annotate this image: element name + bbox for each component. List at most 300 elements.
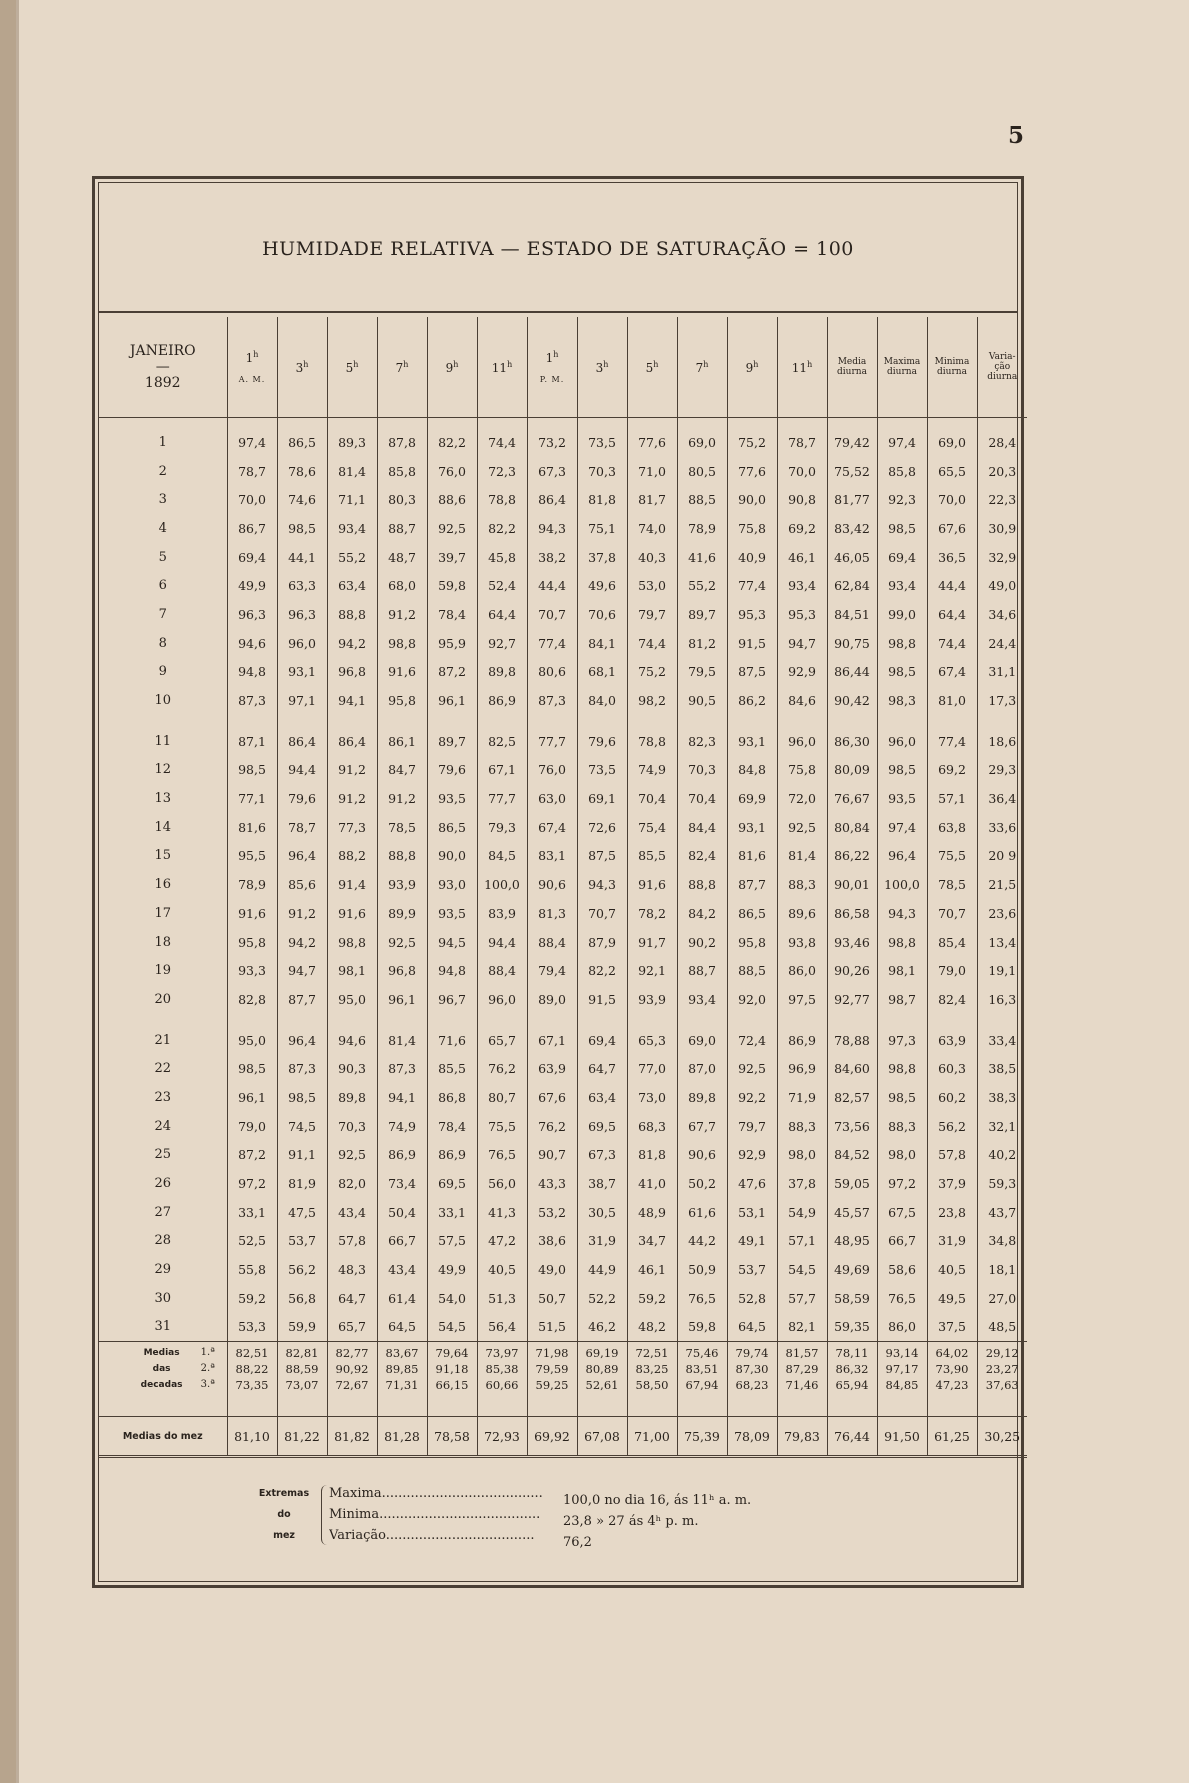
value-cell: 76,0 bbox=[427, 457, 477, 486]
value-cell: 81,4 bbox=[377, 1026, 427, 1055]
stat-header-line: Maxima bbox=[883, 357, 921, 367]
value-cell: 95,9 bbox=[427, 629, 477, 658]
value-cell: 91,6 bbox=[327, 899, 377, 928]
day-cell: 9 bbox=[158, 664, 167, 680]
value-cell: 56,8 bbox=[277, 1284, 327, 1313]
value-cell: 86,58 bbox=[827, 899, 877, 928]
value-cell: 91,4 bbox=[327, 870, 377, 899]
value-cell: 63,0 bbox=[527, 784, 577, 813]
spacer-cell bbox=[627, 1396, 677, 1417]
value-cell: 47,5 bbox=[277, 1198, 327, 1227]
value-cell: 92,5 bbox=[377, 928, 427, 957]
value-cell: 89,0 bbox=[527, 985, 577, 1014]
value-cell: 74,4 bbox=[627, 629, 677, 658]
value-cell: 70,6 bbox=[577, 600, 627, 629]
value-cell: 78,5 bbox=[927, 870, 977, 899]
value-cell: 59,8 bbox=[427, 571, 477, 600]
value-cell: 99,0 bbox=[877, 600, 927, 629]
value-cell: 31,9 bbox=[577, 1227, 627, 1256]
page-title: HUMIDADE RELATIVA — ESTADO DE SATURAÇÃO = 100 bbox=[262, 238, 854, 260]
value-cell: 96,0 bbox=[877, 727, 927, 756]
hour-header bbox=[427, 317, 477, 418]
value-cell: 59,2 bbox=[627, 1284, 677, 1313]
table-row bbox=[99, 1054, 1027, 1083]
value-cell: 81,2 bbox=[677, 629, 727, 658]
stat-header bbox=[827, 317, 877, 418]
page-edge bbox=[0, 0, 16, 1783]
value-cell: 98,5 bbox=[877, 514, 927, 543]
spacer-cell bbox=[377, 1396, 427, 1417]
value-cell: 93,1 bbox=[727, 813, 777, 842]
value-cell: 64,5 bbox=[727, 1313, 777, 1342]
decade-mean-value: 72,67 bbox=[335, 1378, 369, 1393]
value-cell: 57,1 bbox=[927, 784, 977, 813]
value-cell: 69,0 bbox=[677, 1026, 727, 1055]
value-cell: 73,2 bbox=[527, 418, 577, 457]
value-cell: 90,3 bbox=[327, 1054, 377, 1083]
value-cell: 94,2 bbox=[327, 629, 377, 658]
gap-cell bbox=[827, 1014, 877, 1026]
value-cell: 91,7 bbox=[627, 928, 677, 957]
value-cell: 85,4 bbox=[927, 928, 977, 957]
value-cell: 78,9 bbox=[227, 870, 277, 899]
decade-mean-value: 73,90 bbox=[935, 1362, 969, 1377]
decade-label-line bbox=[115, 1377, 227, 1393]
value-cell: 57,7 bbox=[777, 1284, 827, 1313]
hour-suffix: h bbox=[703, 359, 709, 369]
value-cell: 82,8 bbox=[227, 985, 277, 1014]
value-cell: 66,7 bbox=[377, 1227, 427, 1256]
value-cell: 91,5 bbox=[577, 985, 627, 1014]
decade-mean-value: 71,46 bbox=[785, 1378, 819, 1393]
stat-header-line: Media bbox=[837, 357, 867, 367]
value-cell: 40,5 bbox=[927, 1255, 977, 1284]
value-cell: 92,5 bbox=[427, 514, 477, 543]
decade-means-cell bbox=[427, 1342, 477, 1397]
value-cell: 91,6 bbox=[227, 899, 277, 928]
spacer-cell bbox=[327, 1396, 377, 1417]
value-cell: 49,9 bbox=[227, 571, 277, 600]
value-cell: 69,2 bbox=[927, 756, 977, 785]
stat-header-line: Minima bbox=[934, 357, 970, 367]
value-cell: 79,0 bbox=[927, 956, 977, 985]
decade-mean-value: 71,98 bbox=[535, 1346, 569, 1361]
day-cell: 2 bbox=[158, 463, 167, 479]
value-cell: 52,8 bbox=[727, 1284, 777, 1313]
value-cell: 38,6 bbox=[527, 1227, 577, 1256]
header-row bbox=[99, 317, 1027, 418]
value-cell: 90,8 bbox=[777, 485, 827, 514]
value-cell: 96,3 bbox=[227, 600, 277, 629]
day-cell: 28 bbox=[154, 1233, 172, 1249]
value-cell: 62,84 bbox=[827, 571, 877, 600]
decade-means-cell bbox=[627, 1342, 677, 1397]
value-cell: 92,9 bbox=[727, 1141, 777, 1170]
day-cell: 24 bbox=[154, 1118, 172, 1134]
value-cell: 64,4 bbox=[477, 600, 527, 629]
value-cell: 80,7 bbox=[477, 1083, 527, 1112]
decade-mean-value: 68,23 bbox=[735, 1378, 769, 1393]
value-cell: 40,9 bbox=[727, 543, 777, 572]
day-cell: 27 bbox=[154, 1204, 172, 1220]
value-cell: 87,5 bbox=[727, 658, 777, 687]
value-cell: 51,3 bbox=[477, 1284, 527, 1313]
value-cell: 93,5 bbox=[877, 784, 927, 813]
value-cell: 29,3 bbox=[977, 756, 1027, 785]
value-cell: 86,30 bbox=[827, 727, 877, 756]
value-cell: 67,5 bbox=[877, 1198, 927, 1227]
value-cell: 84,52 bbox=[827, 1141, 877, 1170]
value-cell: 96,0 bbox=[777, 727, 827, 756]
value-cell: 95,8 bbox=[727, 928, 777, 957]
value-cell: 98,3 bbox=[877, 686, 927, 715]
value-cell: 85,5 bbox=[627, 842, 677, 871]
value-cell: 64,7 bbox=[577, 1054, 627, 1083]
value-cell: 17,3 bbox=[977, 686, 1027, 715]
hour-number: 9 bbox=[445, 360, 454, 375]
value-cell: 74,4 bbox=[927, 629, 977, 658]
value-cell: 93,8 bbox=[777, 928, 827, 957]
hour-header bbox=[627, 317, 677, 418]
value-cell: 93,4 bbox=[877, 571, 927, 600]
value-cell: 43,7 bbox=[977, 1198, 1027, 1227]
value-cell: 69,2 bbox=[777, 514, 827, 543]
value-cell: 87,3 bbox=[377, 1054, 427, 1083]
value-cell: 79,6 bbox=[277, 784, 327, 813]
hour-header bbox=[577, 317, 627, 418]
hour-header bbox=[477, 317, 527, 418]
spacer-cell bbox=[777, 1396, 827, 1417]
value-cell: 84,60 bbox=[827, 1054, 877, 1083]
value-cell: 49,6 bbox=[577, 571, 627, 600]
value-cell: 67,1 bbox=[477, 756, 527, 785]
decade-label-line bbox=[115, 1345, 227, 1361]
value-cell: 84,2 bbox=[677, 899, 727, 928]
value-cell: 84,0 bbox=[577, 686, 627, 715]
hour-suffix: h bbox=[353, 359, 359, 369]
table-row bbox=[99, 1227, 1027, 1256]
gap-cell bbox=[277, 1014, 327, 1026]
value-cell: 67,6 bbox=[527, 1083, 577, 1112]
gap-cell bbox=[227, 715, 277, 727]
value-cell: 69,0 bbox=[927, 418, 977, 457]
value-cell: 44,9 bbox=[577, 1255, 627, 1284]
decade-means-cell bbox=[227, 1342, 277, 1397]
extremes-label-line: mez bbox=[273, 1530, 295, 1541]
value-cell: 71,6 bbox=[427, 1026, 477, 1055]
day-cell: 21 bbox=[154, 1032, 172, 1048]
table-row bbox=[99, 514, 1027, 543]
value-cell: 84,1 bbox=[577, 629, 627, 658]
value-cell: 86,2 bbox=[727, 686, 777, 715]
gap-cell bbox=[777, 1014, 827, 1026]
value-cell: 75,2 bbox=[727, 418, 777, 457]
value-cell: 77,6 bbox=[627, 418, 677, 457]
extreme-max-row bbox=[329, 1483, 829, 1508]
stat-header-line: diurna bbox=[837, 367, 867, 377]
value-cell: 49,69 bbox=[827, 1255, 877, 1284]
value-cell: 95,5 bbox=[227, 842, 277, 871]
value-cell: 94,3 bbox=[577, 870, 627, 899]
hour-number: 9 bbox=[745, 360, 754, 375]
decade-mean-value: 83,25 bbox=[635, 1362, 669, 1377]
value-cell: 70,4 bbox=[677, 784, 727, 813]
value-cell: 37,5 bbox=[927, 1313, 977, 1342]
day-cell: 12 bbox=[154, 762, 172, 778]
table-row bbox=[99, 571, 1027, 600]
value-cell: 31,1 bbox=[977, 658, 1027, 687]
value-cell: 38,2 bbox=[527, 543, 577, 572]
extremes-brace bbox=[321, 1485, 328, 1545]
table-row bbox=[99, 418, 1027, 457]
decade-mean-value: 85,38 bbox=[485, 1362, 519, 1377]
day-cell: 1 bbox=[158, 434, 167, 450]
value-cell: 97,4 bbox=[877, 418, 927, 457]
extreme-name: Minima....................................... bbox=[329, 1507, 541, 1522]
value-cell: 90,42 bbox=[827, 686, 877, 715]
decade-mean-value: 71,31 bbox=[385, 1378, 419, 1393]
decade-mean-value: 89,85 bbox=[385, 1362, 419, 1377]
value-cell: 77,1 bbox=[227, 784, 277, 813]
extreme-value: 23,8 » 27 ás 4ʰ p. m. bbox=[563, 1514, 699, 1529]
value-cell: 98,8 bbox=[377, 629, 427, 658]
value-cell: 94,5 bbox=[427, 928, 477, 957]
decade-mean-value: 83,51 bbox=[685, 1362, 719, 1377]
value-cell: 80,3 bbox=[377, 485, 427, 514]
value-cell: 32,9 bbox=[977, 543, 1027, 572]
value-cell: 79,42 bbox=[827, 418, 877, 457]
value-cell: 70,4 bbox=[627, 784, 677, 813]
value-cell: 78,8 bbox=[477, 485, 527, 514]
value-cell: 79,0 bbox=[227, 1112, 277, 1141]
value-cell: 84,5 bbox=[477, 842, 527, 871]
day-cell: 19 bbox=[154, 963, 172, 979]
decade-ordinal: 2.ª bbox=[200, 1363, 215, 1375]
value-cell: 34,6 bbox=[977, 600, 1027, 629]
hour-number: 5 bbox=[345, 360, 354, 375]
value-cell: 86,5 bbox=[727, 899, 777, 928]
value-cell: 92,0 bbox=[727, 985, 777, 1014]
value-cell: 69,5 bbox=[427, 1169, 477, 1198]
table-row bbox=[99, 457, 1027, 486]
value-cell: 82,1 bbox=[777, 1313, 827, 1342]
decade-means-cell bbox=[977, 1342, 1027, 1397]
value-cell: 44,2 bbox=[677, 1227, 727, 1256]
value-cell: 88,5 bbox=[677, 485, 727, 514]
decade-means-cell bbox=[727, 1342, 777, 1397]
value-cell: 93,3 bbox=[227, 956, 277, 985]
table-row bbox=[99, 629, 1027, 658]
value-cell: 85,8 bbox=[877, 457, 927, 486]
value-cell: 33,1 bbox=[227, 1198, 277, 1227]
value-cell: 59,35 bbox=[827, 1313, 877, 1342]
decade-mean-value: 52,61 bbox=[585, 1378, 619, 1393]
value-cell: 52,5 bbox=[227, 1227, 277, 1256]
value-cell: 79,7 bbox=[727, 1112, 777, 1141]
value-cell: 87,3 bbox=[227, 686, 277, 715]
value-cell: 44,4 bbox=[527, 571, 577, 600]
value-cell: 23,6 bbox=[977, 899, 1027, 928]
value-cell: 75,5 bbox=[477, 1112, 527, 1141]
value-cell: 20 9 bbox=[977, 842, 1027, 871]
value-cell: 76,67 bbox=[827, 784, 877, 813]
value-cell: 82,2 bbox=[477, 514, 527, 543]
value-cell: 94,3 bbox=[527, 514, 577, 543]
hour-header bbox=[377, 317, 427, 418]
value-cell: 85,6 bbox=[277, 870, 327, 899]
value-cell: 78,9 bbox=[677, 514, 727, 543]
value-cell: 88,4 bbox=[527, 928, 577, 957]
gap-cell bbox=[877, 715, 927, 727]
hour-header bbox=[527, 317, 577, 418]
gap-cell bbox=[527, 715, 577, 727]
value-cell: 91,6 bbox=[627, 870, 677, 899]
value-cell: 77,6 bbox=[727, 457, 777, 486]
decade-mean-value: 87,29 bbox=[785, 1362, 819, 1377]
decade-mean-value: 93,14 bbox=[885, 1346, 919, 1361]
day-cell: 14 bbox=[154, 819, 172, 835]
table-row bbox=[99, 658, 1027, 687]
value-cell: 93,46 bbox=[827, 928, 877, 957]
gap-cell bbox=[427, 715, 477, 727]
value-cell: 53,7 bbox=[727, 1255, 777, 1284]
decade-ordinal: 1.ª bbox=[200, 1347, 215, 1359]
value-cell: 86,9 bbox=[477, 686, 527, 715]
value-cell: 57,8 bbox=[327, 1227, 377, 1256]
stat-header-line: diurna bbox=[937, 367, 967, 377]
hour-number: 5 bbox=[645, 360, 654, 375]
hour-suffix: h bbox=[653, 359, 659, 369]
decade-mean-value: 97,17 bbox=[885, 1362, 919, 1377]
value-cell: 92,9 bbox=[777, 658, 827, 687]
value-cell: 70,3 bbox=[577, 457, 627, 486]
value-cell: 96,7 bbox=[427, 985, 477, 1014]
hour-number: 7 bbox=[695, 360, 704, 375]
value-cell: 79,7 bbox=[627, 600, 677, 629]
value-cell: 70,3 bbox=[677, 756, 727, 785]
value-cell: 90,2 bbox=[677, 928, 727, 957]
value-cell: 78,7 bbox=[777, 418, 827, 457]
value-cell: 90,5 bbox=[677, 686, 727, 715]
value-cell: 68,0 bbox=[377, 571, 427, 600]
value-cell: 97,2 bbox=[877, 1169, 927, 1198]
value-cell: 64,4 bbox=[927, 600, 977, 629]
value-cell: 80,5 bbox=[677, 457, 727, 486]
value-cell: 34,7 bbox=[627, 1227, 677, 1256]
value-cell: 57,1 bbox=[777, 1227, 827, 1256]
value-cell: 73,4 bbox=[377, 1169, 427, 1198]
value-cell: 77,3 bbox=[327, 813, 377, 842]
value-cell: 92,7 bbox=[477, 629, 527, 658]
value-cell: 50,4 bbox=[377, 1198, 427, 1227]
decade-mean-value: 59,25 bbox=[535, 1378, 569, 1393]
value-cell: 23,8 bbox=[927, 1198, 977, 1227]
value-cell: 98,8 bbox=[877, 928, 927, 957]
value-cell: 57,5 bbox=[427, 1227, 477, 1256]
table-row bbox=[99, 899, 1027, 928]
value-cell: 38,7 bbox=[577, 1169, 627, 1198]
decade-ordinal: 3.ª bbox=[200, 1379, 215, 1391]
value-cell: 96,1 bbox=[227, 1083, 277, 1112]
value-cell: 50,9 bbox=[677, 1255, 727, 1284]
value-cell: 57,8 bbox=[927, 1141, 977, 1170]
spacer-cell bbox=[727, 1396, 777, 1417]
value-cell: 68,1 bbox=[577, 658, 627, 687]
value-cell: 86,5 bbox=[277, 418, 327, 457]
table-row bbox=[99, 870, 1027, 899]
spacer-cell bbox=[877, 1396, 927, 1417]
value-cell: 96,4 bbox=[277, 842, 327, 871]
value-cell: 87,2 bbox=[427, 658, 477, 687]
value-cell: 98,5 bbox=[877, 658, 927, 687]
value-cell: 67,6 bbox=[927, 514, 977, 543]
value-cell: 98,5 bbox=[227, 756, 277, 785]
value-cell: 90,26 bbox=[827, 956, 877, 985]
value-cell: 68,3 bbox=[627, 1112, 677, 1141]
decade-means-cell bbox=[777, 1342, 827, 1397]
gap-cell bbox=[977, 1014, 1027, 1026]
value-cell: 47,6 bbox=[727, 1169, 777, 1198]
value-cell: 45,57 bbox=[827, 1198, 877, 1227]
value-cell: 70,0 bbox=[927, 485, 977, 514]
value-cell: 53,0 bbox=[627, 571, 677, 600]
value-cell: 81,7 bbox=[627, 485, 677, 514]
table-row bbox=[99, 1112, 1027, 1141]
gap-cell bbox=[627, 1014, 677, 1026]
value-cell: 51,5 bbox=[527, 1313, 577, 1342]
value-cell: 49,0 bbox=[977, 571, 1027, 600]
gap-cell bbox=[677, 715, 727, 727]
value-cell: 86,5 bbox=[427, 813, 477, 842]
table-row bbox=[99, 784, 1027, 813]
value-cell: 84,51 bbox=[827, 600, 877, 629]
value-cell: 73,5 bbox=[577, 756, 627, 785]
page-edge-shadow bbox=[16, 0, 19, 1783]
value-cell: 94,2 bbox=[277, 928, 327, 957]
value-cell: 84,8 bbox=[727, 756, 777, 785]
gap-cell bbox=[477, 715, 527, 727]
hour-suffix: h bbox=[603, 359, 609, 369]
month-mean-cell: 91,50 bbox=[877, 1417, 927, 1457]
value-cell: 63,9 bbox=[927, 1026, 977, 1055]
extreme-value: 100,0 no dia 16, ás 11ʰ a. m. bbox=[563, 1493, 752, 1508]
month-mean-cell: 78,58 bbox=[427, 1417, 477, 1457]
value-cell: 43,4 bbox=[327, 1198, 377, 1227]
value-cell: 88,5 bbox=[727, 956, 777, 985]
gap-cell bbox=[577, 1014, 627, 1026]
value-cell: 76,5 bbox=[877, 1284, 927, 1313]
value-cell: 86,4 bbox=[277, 727, 327, 756]
decade-mean-value: 47,23 bbox=[935, 1378, 969, 1393]
decade-means-cell bbox=[927, 1342, 977, 1397]
value-cell: 33,6 bbox=[977, 813, 1027, 842]
decade-means-cell bbox=[527, 1342, 577, 1397]
value-cell: 93,1 bbox=[277, 658, 327, 687]
hour-header bbox=[277, 317, 327, 418]
value-cell: 63,4 bbox=[327, 571, 377, 600]
day-cell: 18 bbox=[154, 934, 172, 950]
table-row bbox=[99, 956, 1027, 985]
value-cell: 95,3 bbox=[777, 600, 827, 629]
value-cell: 70,3 bbox=[327, 1112, 377, 1141]
hour-header bbox=[727, 317, 777, 418]
month-mean-cell: 72,93 bbox=[477, 1417, 527, 1457]
value-cell: 88,6 bbox=[427, 485, 477, 514]
value-cell: 89,7 bbox=[427, 727, 477, 756]
value-cell: 81,9 bbox=[277, 1169, 327, 1198]
value-cell: 93,4 bbox=[777, 571, 827, 600]
value-cell: 70,0 bbox=[777, 457, 827, 486]
